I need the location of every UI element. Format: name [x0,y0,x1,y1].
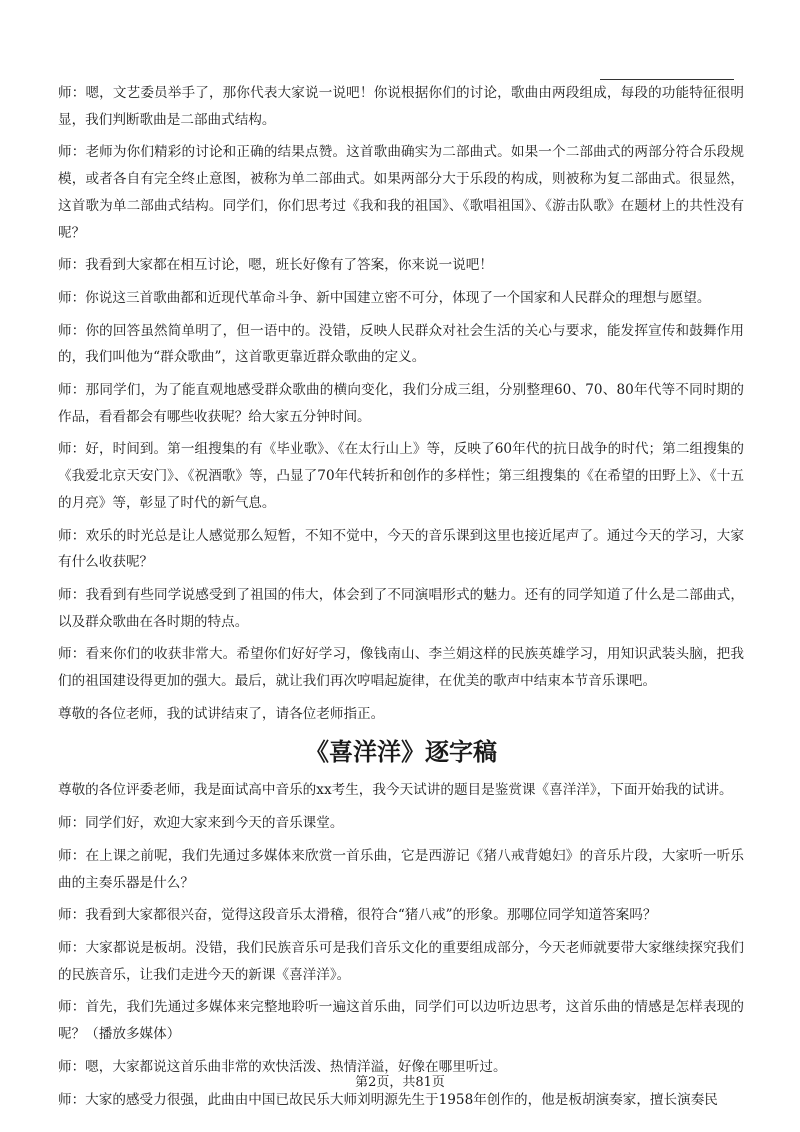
page-number: 第2页，共81页 [355,1075,445,1090]
paragraph: 师：我看到大家都很兴奋，觉得这段音乐太滑稽，很符合“猪八戒”的形象。那哪位同学知道答案吗？ [58,907,657,924]
document-body [58,80,744,1119]
paragraph: 师：你说这三首歌曲都和近现代革命斗争、新中国建立密不可分，体现了一个国家和人民群众的理想与愿望。 [58,289,711,306]
section-title: 《喜洋洋》逐字稿 [305,738,497,767]
paragraph: 尊敬的各位老师，我的试讲结束了，请各位老师指正。 [58,705,385,722]
paragraph: 师：我看到大家都在相互讨论，嗯，班长好像有了答案，你来说一说吧！ [58,257,493,274]
paragraph: 师：看来你们的收获非常大。希望你们好好学习，像钱南山、李兰娟这样的民族英雄学习，用知识武装头脑，把我们的祖国建设得更加的强大。最后，就让我们再次哼唱起旋律，在优美的歌声中结束本节音乐课吧。 [58,646,744,690]
paragraph: 师：欢乐的时光总是让人感觉那么短暂，不知不觉中，今天的音乐课到这里也接近尾声了。通过今天的学习，大家有什么收获呢？ [58,527,744,571]
paragraph: 师：我看到有些同学说感受到了祖国的伟大，体会到了不同演唱形式的魅力。还有的同学知道了什么是二部曲式，以及群众歌曲在各时期的特点。 [58,586,744,630]
paragraph: 师：你的回答虽然简单明了，但一语中的。没错，反映人民群众对社会生活的关心与要求，能发挥宣传和鼓舞作用的，我们叫他为“群众歌曲”，这首歌更靠近群众歌曲的定义。 [58,322,744,366]
paragraph: 师：首先，我们先通过多媒体来完整地聆听一遍这首乐曲，同学们可以边听边思考，这首乐曲的情感是怎样表现的呢？（播放多媒体） [58,999,744,1043]
paragraph: 师：嗯，大家都说这首乐曲非常的欢快活泼、热情洋溢，好像在哪里听过。 [58,1058,507,1075]
paragraph: 师：同学们好，欢迎大家来到今天的音乐课堂。 [58,815,344,832]
paragraph: 尊敬的各位评委老师，我是面试高中音乐的xx考生，我今天试讲的题目是鉴赏课《喜洋洋》，下面开始我的试讲。 [58,782,733,799]
paragraph: 师：好，时间到。第一组搜集的有《毕业歌》、《在太行山上》等，反映了60年代的抗日战争的时代；第二组搜集的《我爱北京天安门》、《祝酒歌》等，凸显了70年代转折和创作的多样性；第三组搜集的《在希望的田野上》、《十五的月亮》等，彰显了时代的新气息。 [58,441,744,511]
paragraph: 师：老师为你们精彩的讨论和正确的结果点赞。这首歌曲确实为二部曲式。如果一个二部曲式的两部分符合乐段规模，或者各自有完全终止意图，被称为单二部曲式。如果两部分大于乐段的构成，则被称为复二部曲式。很显然，这首歌为单二部曲式结构。同学们，你们思考过《我和我的祖国》、《歌唱祖国》、《游击队歌》在题材上的共性没有呢？ [58,144,744,241]
paragraph: 师：嗯，文艺委员举手了，那你代表大家说一说吧！你说根据你们的讨论，歌曲由两段组成，每段的功能特征很明显，我们判断歌曲是二部曲式结构。 [58,85,744,128]
paragraph: 师：那同学们，为了能直观地感受群众歌曲的横向变化，我们分成三组，分别整理60、70、80年代等不同时期的作品，看看都会有哪些收获呢？给大家五分钟时间。 [58,382,744,425]
paragraph: 师：在上课之前呢，我们先通过多媒体来欣赏一首乐曲，它是西游记《猪八戒背媳妇》的音乐片段，大家听一听乐曲的主奏乐器是什么？ [58,847,744,891]
paragraph: 师：大家的感受力很强，此曲由中国已故民乐大师刘明源先生于1958年创作的，他是板胡演奏家，擅长演奏民 [58,1091,718,1108]
paragraph: 师：大家都说是板胡。没错，我们民族音乐可是我们音乐文化的重要组成部分，今天老师就要带大家继续探究我们的民族音乐，让我们走进今天的新课《喜洋洋》。 [58,939,744,983]
